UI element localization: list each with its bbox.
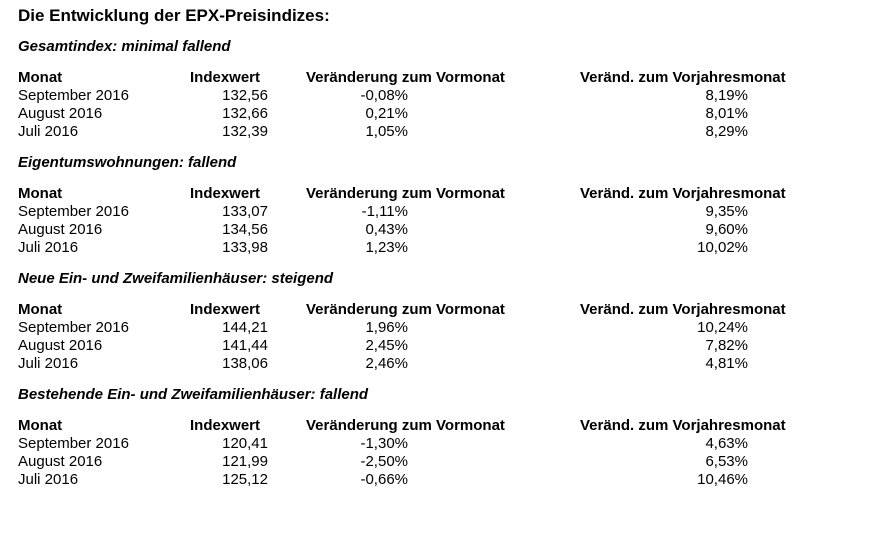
table-row: [18, 453, 808, 471]
cell-yoy: 6,53%: [705, 453, 748, 470]
section-title: Gesamtindex: minimal fallend: [18, 38, 231, 55]
sections-container: [18, 38, 858, 489]
index-table: [18, 417, 808, 489]
cell-index: 138,06: [222, 355, 268, 372]
cell-mom: 1,96%: [365, 319, 408, 336]
cell-mom: 0,43%: [365, 221, 408, 238]
cell-yoy: 10,46%: [697, 471, 748, 488]
index-section: [18, 386, 858, 489]
index-section: [18, 270, 858, 373]
cell-month: Juli 2016: [18, 123, 79, 140]
cell-yoy: 8,29%: [705, 123, 748, 140]
index-table: [18, 185, 808, 257]
table-row: [18, 105, 808, 123]
table-row: [18, 239, 808, 257]
table-row: [18, 319, 808, 337]
column-header-month: Monat: [18, 185, 63, 202]
cell-mom: -0,66%: [360, 471, 408, 488]
table-row: [18, 355, 808, 373]
cell-month: August 2016: [18, 221, 103, 238]
column-header-mom: Veränderung zum Vormonat: [306, 301, 505, 318]
page-title: Die Entwicklung der EPX-Preisindizes:: [18, 6, 330, 25]
column-header-yoy: Veränd. zum Vorjahresmonat: [580, 69, 786, 86]
cell-mom: 0,21%: [365, 105, 408, 122]
column-header-yoy: Veränd. zum Vorjahresmonat: [580, 185, 786, 202]
index-section: [18, 38, 858, 141]
table-row: [18, 337, 808, 355]
document-page: [18, 6, 858, 502]
cell-index: 132,56: [222, 87, 268, 104]
cell-index: 125,12: [222, 471, 268, 488]
table-row: [18, 123, 808, 141]
cell-mom: 1,23%: [365, 239, 408, 256]
column-header-month: Monat: [18, 301, 63, 318]
cell-yoy: 4,81%: [705, 355, 748, 372]
cell-index: 141,44: [222, 337, 268, 354]
table-row: [18, 203, 808, 221]
table-header-row: [18, 185, 808, 203]
index-table: [18, 301, 808, 373]
cell-month: August 2016: [18, 453, 103, 470]
table-header-row: [18, 301, 808, 319]
column-header-index: Indexwert: [190, 301, 261, 318]
column-header-index: Indexwert: [190, 185, 261, 202]
table-header-row: [18, 417, 808, 435]
cell-index: 120,41: [222, 435, 268, 452]
cell-index: 134,56: [222, 221, 268, 238]
cell-month: August 2016: [18, 337, 103, 354]
table-row: [18, 87, 808, 105]
column-header-mom: Veränderung zum Vormonat: [306, 185, 505, 202]
section-title: Neue Ein- und Zweifamilienhäuser: steigend: [18, 270, 334, 287]
index-table: [18, 69, 808, 141]
cell-month: September 2016: [18, 435, 129, 452]
cell-mom: 2,46%: [365, 355, 408, 372]
cell-month: Juli 2016: [18, 355, 79, 372]
cell-month: August 2016: [18, 105, 103, 122]
cell-yoy: 8,19%: [705, 87, 748, 104]
section-title: Bestehende Ein- und Zweifamilienhäuser: fallend: [18, 386, 369, 403]
column-header-mom: Veränderung zum Vormonat: [306, 417, 505, 434]
cell-yoy: 4,63%: [705, 435, 748, 452]
cell-mom: -2,50%: [360, 453, 408, 470]
cell-mom: 2,45%: [365, 337, 408, 354]
cell-mom: -0,08%: [360, 87, 408, 104]
table-row: [18, 435, 808, 453]
cell-mom: -1,11%: [361, 203, 408, 220]
cell-index: 132,66: [222, 105, 268, 122]
cell-month: Juli 2016: [18, 239, 79, 256]
cell-yoy: 10,02%: [697, 239, 748, 256]
cell-index: 133,07: [222, 203, 268, 220]
table-row: [18, 471, 808, 489]
table-row: [18, 221, 808, 239]
cell-yoy: 10,24%: [697, 319, 748, 336]
column-header-yoy: Veränd. zum Vorjahresmonat: [580, 301, 786, 318]
cell-yoy: 8,01%: [705, 105, 748, 122]
section-title: Eigentumswohnungen: fallend: [18, 154, 237, 171]
index-section: [18, 154, 858, 257]
cell-month: September 2016: [18, 319, 129, 336]
cell-yoy: 9,35%: [705, 203, 748, 220]
column-header-mom: Veränderung zum Vormonat: [306, 69, 505, 86]
cell-month: September 2016: [18, 87, 129, 104]
column-header-month: Monat: [18, 417, 63, 434]
cell-yoy: 7,82%: [705, 337, 748, 354]
cell-index: 121,99: [222, 453, 268, 470]
cell-yoy: 9,60%: [705, 221, 748, 238]
cell-month: September 2016: [18, 203, 129, 220]
column-header-index: Indexwert: [190, 69, 261, 86]
cell-mom: -1,30%: [360, 435, 408, 452]
cell-index: 133,98: [222, 239, 268, 256]
cell-month: Juli 2016: [18, 471, 79, 488]
column-header-yoy: Veränd. zum Vorjahresmonat: [580, 417, 786, 434]
cell-index: 144,21: [222, 319, 268, 336]
column-header-index: Indexwert: [190, 417, 261, 434]
column-header-month: Monat: [18, 69, 63, 86]
cell-mom: 1,05%: [365, 123, 408, 140]
table-header-row: [18, 69, 808, 87]
cell-index: 132,39: [222, 123, 268, 140]
